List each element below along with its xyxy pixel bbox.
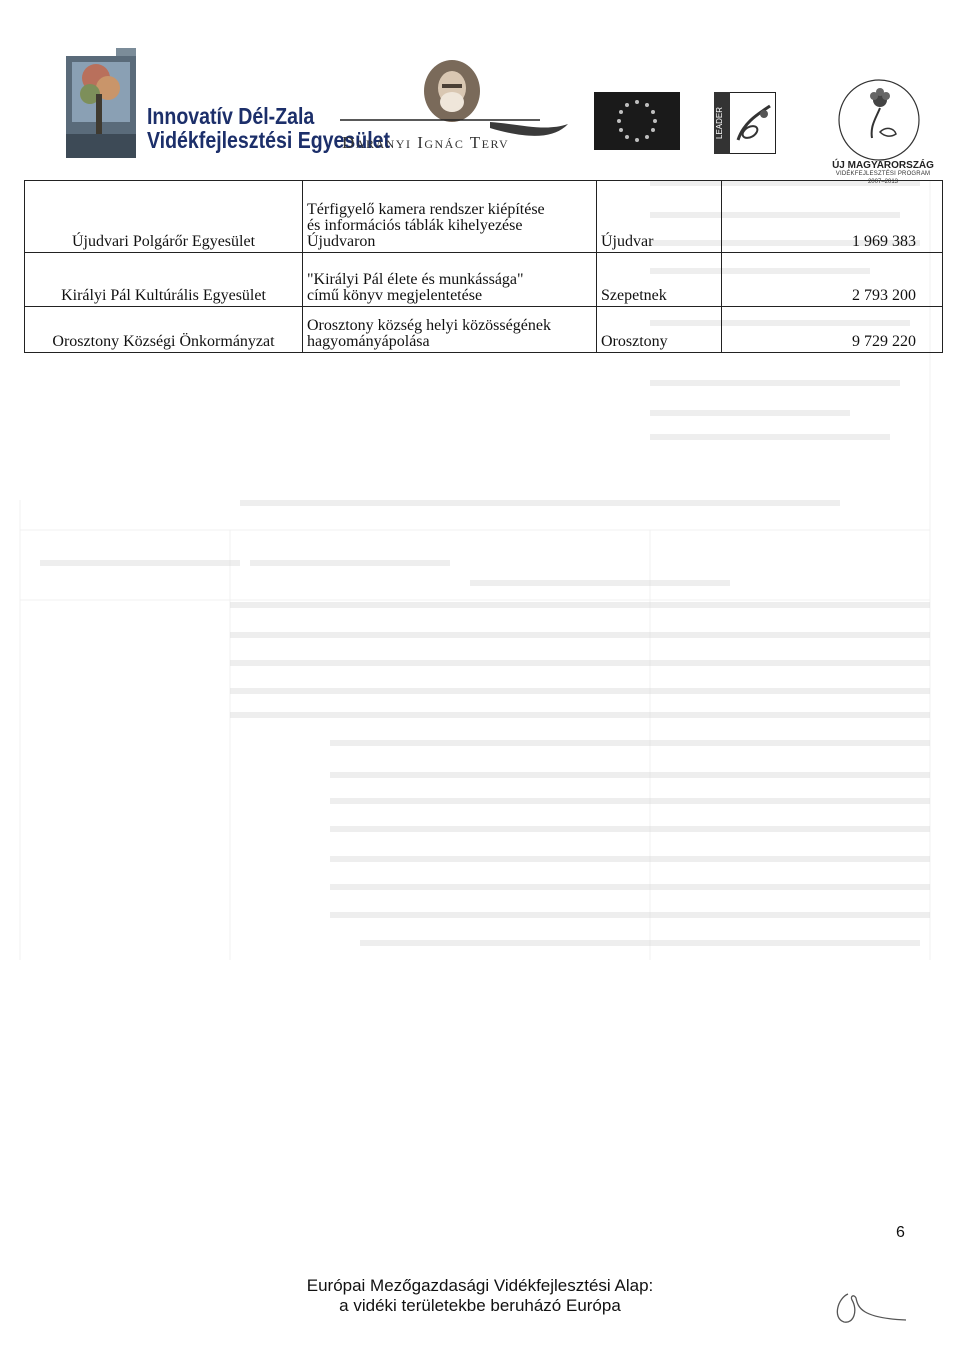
project-line: hagyományápolása — [307, 333, 430, 350]
organization-cell: Királyi Pál Kultúrális Egyesület — [25, 253, 303, 307]
daranyi-portrait-icon — [422, 58, 482, 124]
plan-name: Darányi Ignác Terv — [342, 133, 510, 152]
grants-table — [24, 180, 943, 353]
leader-logo-icon — [714, 92, 776, 154]
project-line: Újudvaron — [307, 233, 376, 250]
project-cell — [303, 181, 597, 253]
project-line: Orosztony község helyi közösségének — [307, 317, 551, 334]
footer-line2: a vidéki területekbe beruházó Európa — [339, 1296, 621, 1315]
program-years: 2007–2013 — [867, 179, 899, 185]
location-cell: Újudvar — [597, 181, 722, 253]
amount-cell: 9 729 220 — [722, 307, 943, 353]
page-header — [0, 0, 960, 190]
page-number: 6 — [896, 1224, 905, 1241]
organization-name-line2: Vidékfejlesztési Egyesület — [147, 127, 391, 153]
handwritten-signature-icon — [828, 1288, 908, 1328]
uj-magyarorszag-flower-logo-icon — [836, 78, 922, 162]
amount-cell: 1 969 383 — [722, 181, 943, 253]
amount-cell: 2 793 200 — [722, 253, 943, 307]
project-line: című könyv megjelentetése — [307, 287, 483, 304]
project-cell — [303, 253, 597, 307]
organization-name-line1: Innovatív Dél-Zala — [147, 103, 315, 129]
project-cell — [303, 307, 597, 353]
program-title: ÚJ MAGYARORSZÁG — [832, 160, 934, 171]
organization-cell: Orosztony Községi Önkormányzat — [25, 307, 303, 353]
eu-flag-icon — [594, 92, 680, 150]
table-row — [25, 307, 943, 353]
footer-slogan — [0, 1276, 960, 1316]
location-cell: Orosztony — [597, 307, 722, 353]
project-line: és információs táblák kihelyezése — [307, 217, 523, 234]
footer-line1: Európai Mezőgazdasági Vidékfejlesztési Alap: — [306, 1276, 654, 1295]
table-row — [25, 181, 943, 253]
program-subtitle: VIDÉKFEJLESZTÉSI PROGRAM — [835, 171, 931, 177]
project-line: Térfigyelő kamera rendszer kiépítése — [307, 201, 545, 218]
organization-cell: Újudvari Polgárőr Egyesület — [25, 181, 303, 253]
table-row — [25, 253, 943, 307]
tree-logo-icon — [66, 48, 136, 158]
leader-label: LEADER — [715, 106, 724, 140]
location-cell: Szepetnek — [597, 253, 722, 307]
project-line: "Királyi Pál élete és munkássága" — [307, 271, 524, 288]
